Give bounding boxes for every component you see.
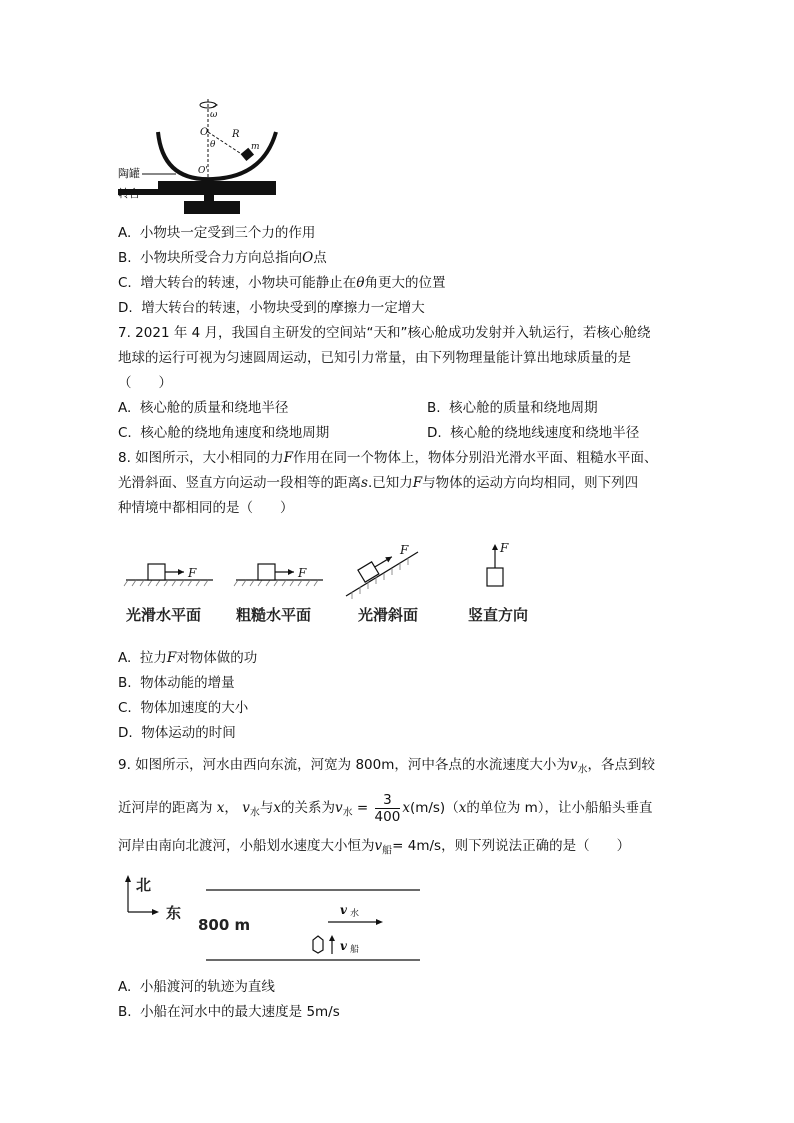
- option-text: 物体动能的增量: [140, 675, 235, 691]
- option-text: 核心舱的质量和绕地半径: [139, 400, 289, 416]
- option-letter: A.: [118, 650, 132, 666]
- force-label-1: F: [188, 566, 197, 580]
- variable-x: x: [458, 800, 467, 816]
- option-text: 增大转台的转速，小物块受到的摩擦力一定增大: [141, 300, 425, 316]
- caption-smooth-horizontal: 光滑水平面: [126, 606, 202, 624]
- q9-stem-line2: 近河岸的距离为 x， $v_水$与x的关系为$v_水$ = $\frac{3}{400}$ x(m/s)（x的单位为 m），让小船船头垂直: [118, 791, 653, 825]
- option-text: 小船在河水中的最大速度是 5m/s: [140, 1004, 340, 1020]
- bowl-turntable-figure: [118, 97, 293, 217]
- option-text: 对物体做的功: [176, 650, 258, 666]
- stem-variable: F: [412, 475, 423, 491]
- boat-velocity-subscript: 船: [350, 945, 360, 955]
- fraction-numerator: 3: [375, 792, 401, 809]
- option-text: 物体加速度的大小: [140, 700, 249, 716]
- q7-option-c: [118, 423, 329, 443]
- option-letter: A.: [118, 400, 132, 416]
- variable-x: x: [216, 800, 225, 816]
- q7-option-b: [427, 398, 598, 418]
- stem-text: ，各点到较: [587, 757, 656, 773]
- stem-text: 的单位为 m），让小船船头垂直: [466, 800, 653, 816]
- velocity-symbol: v: [569, 757, 578, 773]
- option-text: 小物块所受合力方向总指向: [140, 250, 303, 266]
- subscript-water: 水: [577, 764, 588, 776]
- theta-label: θ: [210, 140, 216, 150]
- stem-text: 9. 如图所示，河水由西向东流，河宽为 800m，河中各点的水流速度大小为: [118, 757, 570, 773]
- q7-stem-line3: （ ）: [118, 375, 172, 391]
- stem-text: 与物体的运动方向均相同，则下列四: [422, 475, 639, 491]
- option-letter: D.: [427, 425, 442, 441]
- q8-stem-line3: 种情境中都相同的是（ ）: [118, 500, 294, 516]
- stem-text: 与: [259, 800, 274, 816]
- q7-stem-line1: 7. 2021 年 4 月，我国自主研发的空间站“天和”核心舱成功发射并入轨运行，若核心舱绕: [118, 325, 651, 341]
- stem-variable: s: [361, 475, 368, 491]
- q8-stem-line2: [118, 473, 638, 493]
- option-letter: B.: [118, 250, 132, 266]
- water-velocity-subscript: 水: [350, 909, 360, 919]
- option-letter: D.: [118, 725, 133, 741]
- option-text: 拉力: [139, 650, 167, 666]
- o-prime-label: O': [198, 166, 208, 176]
- option-variable: θ: [356, 275, 365, 291]
- q6-option-d: [118, 298, 425, 318]
- center-o-label: O: [200, 127, 209, 138]
- option-variable: O: [302, 250, 314, 266]
- q9-stem-line1: [118, 755, 655, 781]
- stem-text: 8. 如图所示，大小相同的力: [118, 450, 284, 466]
- option-letter: C.: [118, 700, 132, 716]
- mass-m-label: m: [251, 142, 260, 152]
- option-text: 小船渡河的轨迹为直线: [139, 979, 275, 995]
- option-text: 核心舱的绕地线速度和绕地半径: [450, 425, 640, 441]
- stem-text: 光滑斜面、竖直方向运动一段相等的距离: [118, 475, 361, 491]
- subscript-water: 水: [249, 807, 260, 819]
- subscript-boat: 船: [382, 845, 393, 857]
- north-label: 北: [136, 876, 152, 894]
- east-label: 东: [166, 904, 182, 922]
- stem-text: 的关系为: [280, 800, 335, 816]
- q9-stem-line3: [118, 836, 630, 862]
- stem-text: 近河岸的距离为: [118, 800, 213, 816]
- option-text: 增大转台的转速，小物块可能静止在: [140, 275, 357, 291]
- omega-label: ω: [210, 110, 218, 120]
- q8-option-c: [118, 698, 248, 718]
- option-letter: B.: [427, 400, 441, 416]
- option-text: 物体运动的时间: [141, 725, 236, 741]
- river-crossing-figure: [118, 872, 428, 964]
- q8-option-d: [118, 723, 236, 743]
- q7-option-a: [118, 398, 288, 418]
- option-letter: A.: [118, 979, 132, 995]
- stem-text: (m/s)（: [409, 800, 459, 816]
- option-letter: D.: [118, 300, 133, 316]
- option-letter: C.: [118, 425, 132, 441]
- stem-text: 河岸由南向北渡河，小船划水速度大小恒为: [118, 838, 375, 854]
- q9-option-a: [118, 977, 275, 997]
- q8-option-b: [118, 673, 235, 693]
- subscript-water: 水: [342, 807, 353, 819]
- option-text: 点: [313, 250, 327, 266]
- stem-variable: F: [283, 450, 294, 466]
- velocity-symbol: v: [334, 800, 343, 816]
- option-letter: C.: [118, 275, 132, 291]
- caption-rough-horizontal: 粗糙水平面: [236, 606, 312, 624]
- caption-smooth-incline: 光滑斜面: [358, 606, 419, 624]
- option-letter: A.: [118, 225, 132, 241]
- option-letter: B.: [118, 1004, 132, 1020]
- option-letter: B.: [118, 675, 132, 691]
- option-text: 小物块一定受到三个力的作用: [139, 225, 316, 241]
- fraction: [375, 792, 401, 825]
- q6-option-c: [118, 273, 445, 293]
- pot-label: 陶罐: [118, 167, 140, 180]
- velocity-symbol: v: [242, 800, 250, 816]
- option-text: 角更大的位置: [364, 275, 446, 291]
- velocity-symbol: v: [374, 838, 383, 854]
- q9-option-b: [118, 1002, 340, 1022]
- force-label-4: F: [500, 541, 509, 555]
- q7-stem-line2: 地球的运行可视为匀速圆周运动，已知引力常量，由下列物理量能计算出地球质量的是: [118, 350, 631, 366]
- q8-option-a: [118, 648, 257, 668]
- q6-option-a: [118, 223, 315, 243]
- q7-option-d: [427, 423, 639, 443]
- q6-option-b: [118, 248, 327, 268]
- water-velocity-symbol: v: [340, 903, 347, 917]
- stem-text: 作用在同一个物体上，物体分别沿光滑水平面、粗糙水平面、: [293, 450, 658, 466]
- river-width-label: 800 m: [198, 916, 251, 934]
- caption-vertical: 竖直方向: [468, 606, 529, 624]
- boat-velocity-symbol: v: [340, 939, 347, 953]
- turntable-label: 转台: [118, 187, 140, 200]
- force-label-2: F: [298, 566, 307, 580]
- stem-text: = 4m/s，则下列说法正确的是（ ）: [392, 838, 631, 854]
- radius-r-label: R: [232, 129, 240, 140]
- variable-x: x: [402, 800, 410, 816]
- option-variable: F: [166, 650, 177, 666]
- stem-text: .已知力: [367, 475, 413, 491]
- force-label-3: F: [400, 543, 409, 557]
- four-scenarios-figure: [118, 540, 538, 635]
- option-text: 核心舱的质量和绕地周期: [449, 400, 598, 416]
- variable-x: x: [273, 800, 281, 816]
- fraction-denominator: 400: [374, 808, 401, 825]
- q8-stem-line1: [118, 448, 658, 468]
- option-text: 核心舱的绕地角速度和绕地周期: [140, 425, 330, 441]
